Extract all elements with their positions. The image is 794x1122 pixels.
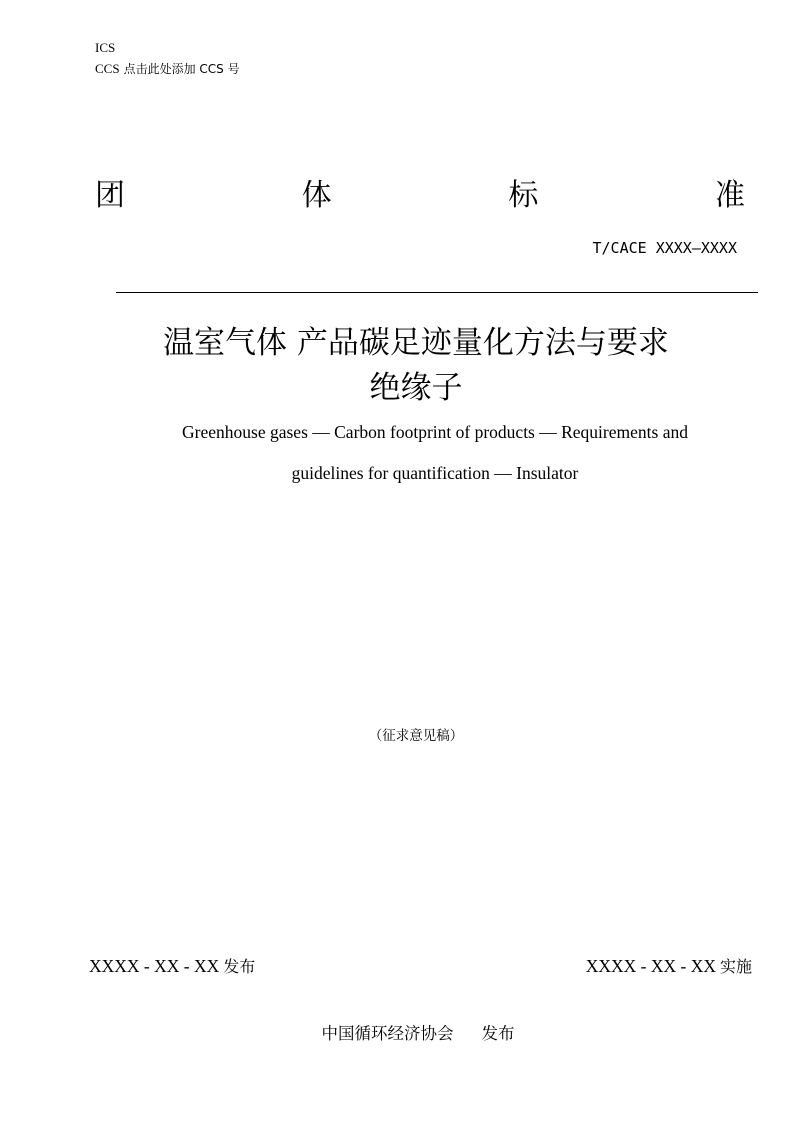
issue-label: 发布	[223, 957, 256, 976]
issue-date: XXXX - XX - XX	[89, 956, 220, 976]
publisher-name: 中国循环经济协会	[321, 1024, 454, 1043]
ccs-label: CCS	[95, 61, 120, 76]
english-title-line-1: Greenhouse gases — Carbon footprint of products — Requirements and	[182, 422, 688, 442]
standard-type-char: 标	[508, 178, 539, 213]
ics-line	[95, 40, 115, 56]
ccs-number-placeholder[interactable]: 点击此处添加 CCS 号	[123, 62, 240, 76]
draft-status: （征求意见稿）	[368, 728, 464, 744]
implementation-date-block	[586, 954, 752, 979]
ics-label: ICS	[95, 40, 116, 55]
ccs-line	[95, 61, 240, 77]
standard-code: T/CACE XXXX—XXXX	[592, 239, 737, 257]
implementation-label: 实施	[719, 957, 752, 976]
standard-type-heading	[95, 176, 745, 216]
issue-date-block	[89, 954, 255, 979]
implementation-date: XXXX - XX - XX	[585, 956, 716, 976]
publisher-line	[0, 1022, 794, 1046]
standard-type-char: 体	[301, 178, 332, 213]
chinese-subtitle: 绝缘子	[369, 370, 463, 406]
standard-type-char: 团	[95, 178, 125, 213]
english-title-line-2: guidelines for quantification — Insulator	[291, 463, 579, 483]
standard-type-char: 准	[714, 178, 745, 213]
publisher-action: 发布	[481, 1024, 515, 1043]
header-divider	[116, 292, 758, 293]
chinese-title: 温室气体 产品碳足迹量化方法与要求	[163, 325, 669, 361]
